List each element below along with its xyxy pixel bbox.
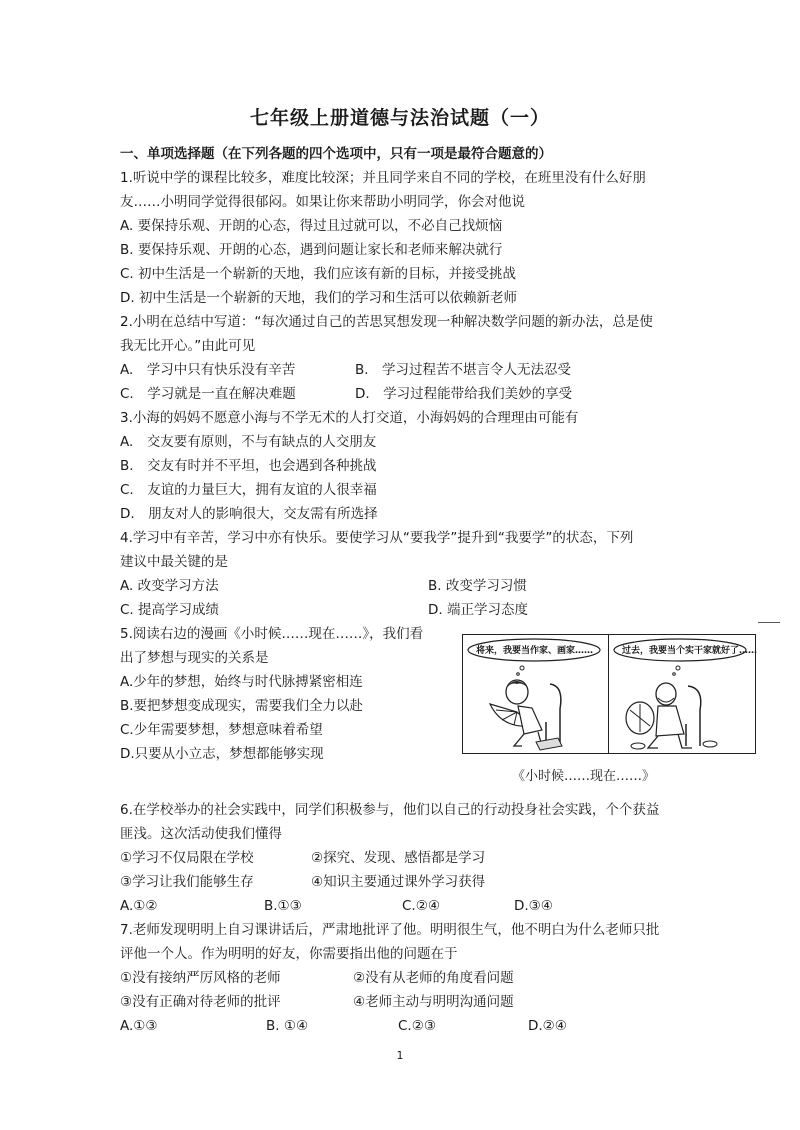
q6-statement-3: ③学习让我们能够生存: [120, 874, 254, 890]
q6-option-d: D.③④: [514, 898, 553, 914]
q7-statement-3: ③没有正确对待老师的批评: [120, 994, 281, 1010]
q5-stem-line2: 出了梦想与现实的关系是: [120, 650, 269, 666]
bubble-text-now: 过去，我要当个实干家就好了……: [622, 646, 758, 656]
q6-option-b: B.①③: [264, 898, 302, 914]
q6-statement-4: ④知识主要通过课外学习获得: [311, 874, 486, 890]
q1-stem-line2: 友……小明同学觉得很郁闷。如果让你来帮助小明同学，你会对他说: [120, 194, 525, 210]
q4-option-a: A. 改变学习方法: [120, 578, 219, 594]
q6-stem-line1: 6.在学校举办的社会实践中，同学们积极参与，他们以自己的行动投身社会实践，个个获益: [120, 802, 660, 818]
q2-stem-line2: 我无比开心。”由此可见: [120, 338, 256, 354]
q7-stem-line2: 评他一个人。作为明明的好友，你需要指出他的问题在于: [120, 946, 458, 962]
q1-option-d: D. 初中生活是一个崭新的天地，我们的学习和生活可以依赖新老师: [120, 290, 517, 306]
page-number: 1: [396, 1049, 404, 1062]
q5-option-d: D.只要从小立志，梦想都能够实现: [120, 746, 324, 762]
q1-option-b: B. 要保持乐观、开朗的心态，遇到问题让家长和老师来解决就行: [120, 242, 503, 258]
q7-option-a: A.①③: [120, 1018, 158, 1034]
q4-stem-line2: 建议中最关键的是: [120, 554, 228, 570]
q3-option-a: A. 交友要有原则，不与有缺点的人交朋友: [120, 434, 377, 450]
q4-stem-line1: 4.学习中有辛苦，学习中亦有快乐。要使学习从“要我学”提升到“我要学”的状态，下列: [120, 530, 634, 546]
page-title: 七年级上册道德与法治试题（一）: [249, 107, 550, 129]
q5-option-c: C.少年需要梦想，梦想意味着希望: [120, 722, 323, 738]
q6-statement-1: ①学习不仅局限在学校: [120, 850, 254, 866]
q4-option-c: C. 提高学习成绩: [120, 602, 220, 618]
q7-stem-line1: 7.老师发现明明上自习课讲话后，严肃地批评了他。明明很生气，他不明白为什么老师只批: [120, 922, 660, 938]
q2-option-d: D. 学习过程能带给我们美妙的享受: [355, 386, 573, 402]
margin-mark: [758, 622, 780, 623]
q6-option-c: C.②④: [402, 898, 440, 914]
q7-option-d: D.②④: [528, 1018, 567, 1034]
q6-statement-2: ②探究、发现、感悟都是学习: [311, 850, 486, 866]
cartoon-caption: 《小时候……现在……》: [512, 769, 656, 784]
q1-option-c: C. 初中生活是一个崭新的天地，我们应该有新的目标，并接受挑战: [120, 266, 517, 282]
q3-option-c: C. 友谊的力量巨大，拥有友谊的人很幸福: [120, 482, 377, 498]
q3-option-d: D. 朋友对人的影响很大，交友需有所选择: [120, 506, 378, 522]
q2-option-a: A. 学习中只有快乐没有辛苦: [120, 362, 296, 378]
q2-option-c: C. 学习就是一直在解决难题: [120, 386, 296, 402]
q7-statement-4: ④老师主动与明明沟通问题: [353, 994, 514, 1010]
q5-option-a: A.少年的梦想，始终与时代脉搏紧密相连: [120, 674, 363, 690]
q6-stem-line2: 匪浅。这次活动使我们懂得: [120, 826, 282, 842]
q2-option-b: B. 学习过程苦不堪言令人无法忍受: [355, 362, 572, 378]
q3-option-b: B. 交友有时并不平坦，也会遇到各种挑战: [120, 458, 377, 474]
q7-statement-2: ②没有从老师的角度看问题: [353, 970, 514, 986]
q1-option-a: A. 要保持乐观、开朗的心态，得过且过就可以，不必自己找烦恼: [120, 218, 503, 234]
q4-option-b: B. 改变学习习惯: [428, 578, 527, 594]
bubble-text-childhood: 将来，我要当作家、画家……: [476, 646, 594, 656]
q5-stem-line1: 5.阅读右边的漫画《小时候……现在……》，我们看: [120, 626, 424, 642]
q1-stem-line1: 1.听说中学的课程比较多，难度比较深；并且同学来自不同的学校，在班里没有什么好朋: [120, 170, 646, 186]
q2-stem-line1: 2.小明在总结中写道：“每次通过自己的苦思冥想发现一种解决数学问题的新办法，总是使: [120, 314, 653, 330]
q3-stem: 3.小海的妈妈不愿意小海与不学无术的人打交道，小海妈妈的合理理由可能有: [120, 410, 579, 426]
q6-option-a: A.①②: [120, 898, 158, 914]
q7-option-b: B. ①④: [266, 1018, 309, 1034]
q7-option-c: C.②③: [398, 1018, 436, 1034]
q5-option-b: B.要把梦想变成现实，需要我们全力以赴: [120, 698, 364, 714]
q7-statement-1: ①没有接纳严厉风格的老师: [120, 970, 281, 986]
section-heading: 一、单项选择题（在下列各题的四个选项中，只有一项是最符合题意的）: [120, 146, 552, 162]
q4-option-d: D. 端正学习态度: [428, 602, 528, 618]
